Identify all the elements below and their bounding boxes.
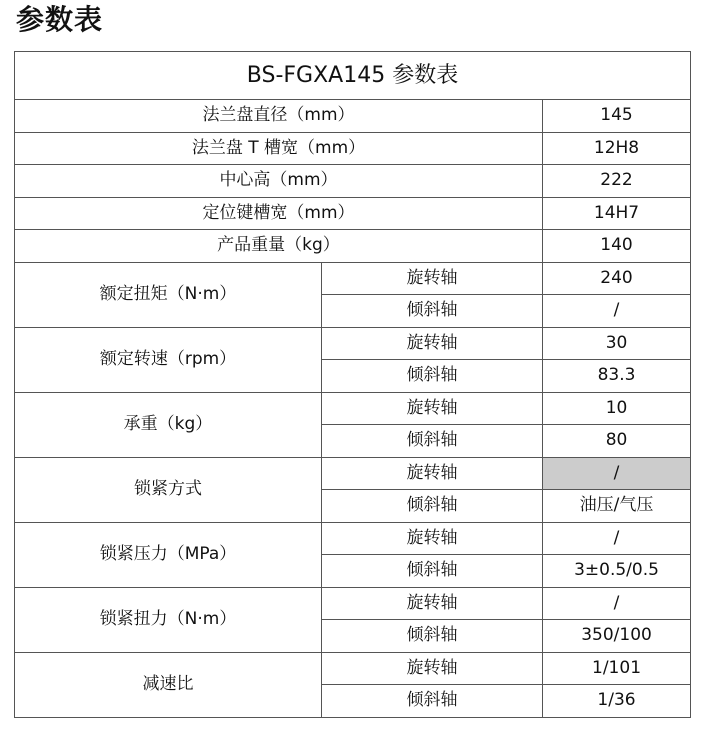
row-label: 中心高（mm） (15, 165, 543, 198)
axis-label: 旋转轴 (322, 327, 543, 360)
row-value: 10 (543, 392, 691, 425)
axis-label: 倾斜轴 (322, 425, 543, 458)
row-value: 1/36 (543, 685, 691, 718)
row-value: 80 (543, 425, 691, 458)
table-row (15, 197, 691, 230)
row-value: / (543, 295, 691, 328)
group-label: 承重（kg） (15, 392, 322, 457)
axis-label: 旋转轴 (322, 587, 543, 620)
table-row (15, 587, 691, 620)
axis-label: 倾斜轴 (322, 620, 543, 653)
group-label: 锁紧压力（MPa） (15, 522, 322, 587)
table-title-row (15, 52, 691, 100)
table-row (15, 327, 691, 360)
row-value: 1/101 (543, 652, 691, 685)
axis-label: 旋转轴 (322, 392, 543, 425)
row-label: 定位键槽宽（mm） (15, 197, 543, 230)
row-value: 145 (543, 100, 691, 133)
axis-label: 倾斜轴 (322, 360, 543, 393)
row-label: 产品重量（kg） (15, 230, 543, 263)
parameter-table (14, 51, 691, 718)
axis-label: 倾斜轴 (322, 295, 543, 328)
page-heading: 参数表 (16, 3, 104, 36)
row-value: 240 (543, 262, 691, 295)
row-label: 法兰盘直径（mm） (15, 100, 543, 133)
row-value: / (543, 522, 691, 555)
table-row (15, 132, 691, 165)
group-label: 额定转速（rpm） (15, 327, 322, 392)
axis-label: 倾斜轴 (322, 555, 543, 588)
group-label: 锁紧方式 (15, 457, 322, 522)
row-label: 法兰盘 T 槽宽（mm） (15, 132, 543, 165)
row-value: 12H8 (543, 132, 691, 165)
table-row (15, 652, 691, 685)
axis-label: 旋转轴 (322, 457, 543, 490)
table-row (15, 165, 691, 198)
row-value: 14H7 (543, 197, 691, 230)
group-label: 额定扭矩（N·m） (15, 262, 322, 327)
row-value: 350/100 (543, 620, 691, 653)
row-value: 油压/气压 (543, 490, 691, 523)
axis-label: 旋转轴 (322, 652, 543, 685)
axis-label: 倾斜轴 (322, 685, 543, 718)
row-value: 83.3 (543, 360, 691, 393)
group-label: 锁紧扭力（N·m） (15, 587, 322, 652)
axis-label: 旋转轴 (322, 262, 543, 295)
row-value: 222 (543, 165, 691, 198)
highlighted-value-cell: / (543, 457, 691, 490)
table-row (15, 392, 691, 425)
table-row (15, 457, 691, 490)
table-row (15, 230, 691, 263)
axis-label: 旋转轴 (322, 522, 543, 555)
row-value: / (543, 587, 691, 620)
table-title: BS-FGXA145 参数表 (15, 52, 691, 100)
group-label: 减速比 (15, 652, 322, 717)
axis-label: 倾斜轴 (322, 490, 543, 523)
table-row (15, 100, 691, 133)
row-value: 3±0.5/0.5 (543, 555, 691, 588)
row-value: 140 (543, 230, 691, 263)
row-value: 30 (543, 327, 691, 360)
table-row (15, 262, 691, 295)
table-row (15, 522, 691, 555)
